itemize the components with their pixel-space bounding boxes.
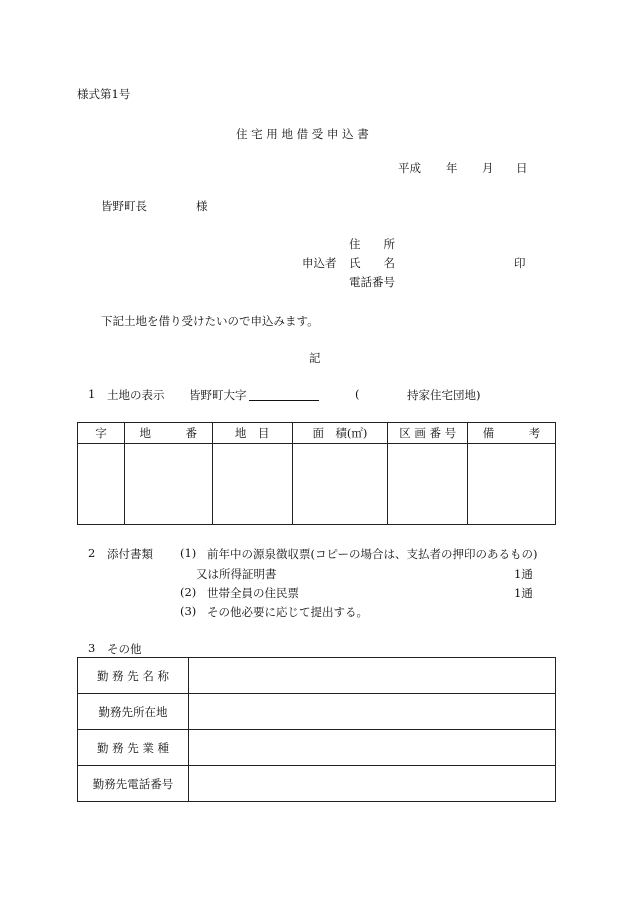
- location-blank-line: [249, 388, 319, 401]
- workplace-address-field[interactable]: [189, 694, 556, 730]
- workplace-table: [77, 657, 556, 802]
- section1-title: 土地の表示: [107, 388, 165, 402]
- attachment-3-text: その他必要に応じて提出する。: [207, 605, 368, 619]
- cell-chimoku[interactable]: [212, 444, 292, 525]
- cell-menseki[interactable]: [292, 444, 388, 525]
- section1-number: 1: [88, 387, 96, 401]
- attachment-2-text: 世帯全員の住民票: [207, 586, 299, 600]
- land-table-row: [78, 444, 556, 525]
- section3-number: 3: [88, 641, 96, 655]
- attachment-1-count: 1通: [514, 567, 533, 581]
- workplace-row: [78, 694, 556, 730]
- phone-label: 電話番号: [349, 275, 395, 289]
- section3-title: その他: [107, 642, 142, 656]
- workplace-row: [78, 658, 556, 694]
- applicant-label: 申込者: [302, 256, 337, 270]
- open-paren: (: [355, 387, 360, 401]
- addressee-honorific: 様: [196, 199, 208, 213]
- section2-title: 添付書類: [107, 547, 153, 561]
- header-biko: 備 考: [468, 423, 556, 444]
- address-label: 住 所: [349, 237, 395, 251]
- seal-mark: 印: [514, 256, 526, 270]
- form-number: 様式第1号: [77, 87, 131, 101]
- cell-aza[interactable]: [78, 444, 125, 525]
- attachment-1b-text: 又は所得証明書: [196, 567, 277, 581]
- intro-text: 下記土地を借り受けたいので申込みます。: [101, 314, 319, 328]
- date-day-label: 日: [516, 161, 528, 175]
- workplace-phone-label: 勤務先電話番号: [78, 766, 189, 802]
- ki-heading: 記: [309, 351, 321, 365]
- workplace-industry-field[interactable]: [189, 730, 556, 766]
- addressee-name: 皆野町長: [101, 199, 147, 213]
- cell-chiban[interactable]: [124, 444, 212, 525]
- location-text: 皆野町大字: [189, 388, 247, 402]
- cell-biko[interactable]: [468, 444, 556, 525]
- section1-location: [189, 387, 319, 403]
- attachment-2-num: (2): [180, 585, 197, 599]
- document-title: 住 宅 用 地 借 受 申 込 書: [236, 127, 369, 141]
- header-kukaku: 区 画 番 号: [388, 423, 468, 444]
- date-month-label: 月: [482, 161, 494, 175]
- header-chimoku: 地 目: [212, 423, 292, 444]
- header-menseki: 面 積(㎡): [292, 423, 388, 444]
- workplace-row: [78, 730, 556, 766]
- section1-type: 持家住宅団地): [407, 388, 481, 402]
- land-table: [77, 422, 556, 525]
- workplace-name-field[interactable]: [189, 658, 556, 694]
- cell-kukaku[interactable]: [388, 444, 468, 525]
- date-year-label: 年: [446, 161, 458, 175]
- land-table-header-row: [78, 423, 556, 444]
- attachment-2-count: 1通: [514, 586, 533, 600]
- workplace-name-label: 勤 務 先 名 称: [78, 658, 189, 694]
- date-era: 平成: [398, 161, 421, 175]
- section2-number: 2: [88, 546, 96, 560]
- workplace-phone-field[interactable]: [189, 766, 556, 802]
- workplace-row: [78, 766, 556, 802]
- workplace-industry-label: 勤 務 先 業 種: [78, 730, 189, 766]
- attachment-3-num: (3): [180, 604, 197, 618]
- header-chiban: 地 番: [124, 423, 212, 444]
- header-aza: 字: [78, 423, 125, 444]
- attachment-1-num: (1): [180, 546, 197, 560]
- workplace-address-label: 勤務先所在地: [78, 694, 189, 730]
- name-label: 氏 名: [349, 256, 395, 270]
- attachment-1-text: 前年中の源泉徴収票(コピーの場合は、支払者の押印のあるもの): [207, 547, 538, 561]
